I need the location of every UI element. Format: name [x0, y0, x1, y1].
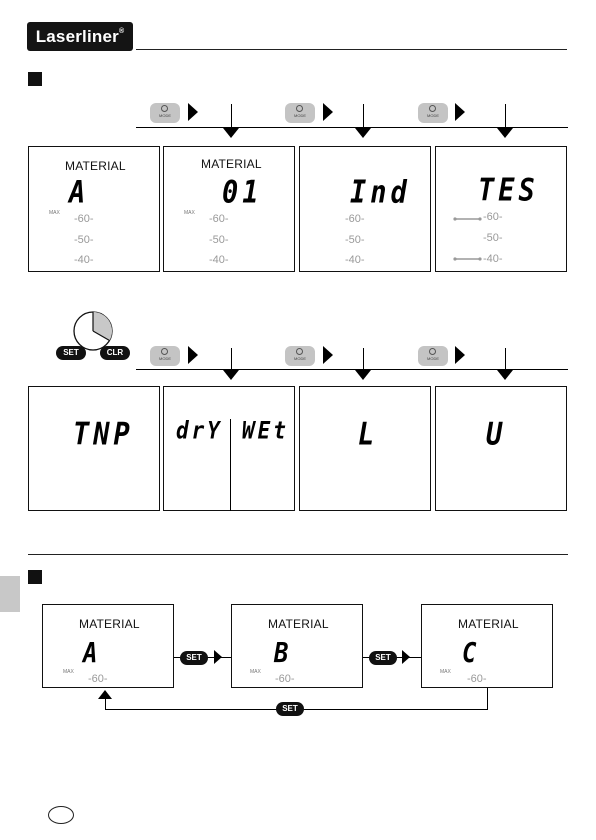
- section-rule: [28, 554, 568, 555]
- arrow-up-icon: [98, 690, 112, 699]
- mode-button-label: MODE: [294, 356, 306, 361]
- indicator-bar-icon: [452, 255, 484, 263]
- max-label: MAX: [184, 210, 195, 216]
- loop-line-right: [487, 688, 488, 709]
- power-icon: [161, 105, 168, 112]
- mode-button-label: MODE: [159, 356, 171, 361]
- clr-button[interactable]: CLR: [100, 346, 130, 360]
- scale-tick: -50-: [74, 234, 94, 246]
- panel-divider: [230, 419, 231, 511]
- set-button[interactable]: SET: [56, 346, 86, 360]
- logo-mark: ®: [118, 28, 125, 35]
- mode-button-label: MODE: [294, 113, 306, 118]
- lcd-readout: A: [69, 174, 90, 211]
- material-label: MATERIAL: [79, 617, 140, 631]
- arrow-right-icon: [455, 103, 465, 121]
- arrow-right-icon: [188, 346, 198, 364]
- display-panel-dry-wet: [163, 386, 295, 511]
- arrow-right-icon: [402, 650, 410, 664]
- scale-tick: -60-: [88, 673, 108, 685]
- display-panel-l: [299, 386, 431, 511]
- scale-tick: -40-: [74, 254, 94, 266]
- flow-drop-line: [363, 104, 364, 128]
- arrow-down-icon: [497, 128, 513, 138]
- mode-button[interactable]: [285, 346, 315, 366]
- display-panel-material-a: [28, 146, 160, 272]
- max-label: MAX: [63, 669, 74, 675]
- section-marker-2: [28, 570, 42, 584]
- display-panel-u: [435, 386, 567, 511]
- scale-tick: -40-: [209, 254, 229, 266]
- arrow-right-icon: [323, 103, 333, 121]
- lcd-readout: B: [274, 636, 293, 669]
- lcd-readout-wet: WEt: [242, 416, 289, 445]
- scale-tick: -60-: [467, 673, 487, 685]
- scale-tick: -60-: [74, 213, 94, 225]
- material-label: MATERIAL: [201, 157, 262, 171]
- max-label: MAX: [49, 210, 60, 216]
- mode-button[interactable]: [285, 103, 315, 123]
- scale-tick: -60-: [275, 673, 295, 685]
- section-marker-1: [28, 72, 42, 86]
- display-panel-tes: [435, 146, 567, 272]
- display-panel-material-c-small: [421, 604, 553, 688]
- side-tab: [0, 576, 20, 612]
- display-panel-ind: [299, 146, 431, 272]
- lcd-readout: A: [83, 636, 102, 669]
- flow-drop-line: [505, 348, 506, 370]
- set-button[interactable]: SET: [369, 651, 397, 665]
- indicator-bar-icon: [452, 215, 484, 223]
- material-label: MATERIAL: [268, 617, 329, 631]
- arrow-right-icon: [188, 103, 198, 121]
- display-panel-material-b-small: [231, 604, 363, 688]
- display-panel-tnp: [28, 386, 160, 511]
- scale-tick: -50-: [209, 234, 229, 246]
- logo-text: Laserliner: [35, 27, 119, 46]
- scale-tick: -60-: [483, 211, 503, 223]
- power-icon: [296, 348, 303, 355]
- flow-drop-line: [505, 104, 506, 128]
- mode-button[interactable]: [418, 346, 448, 366]
- arrow-right-icon: [455, 346, 465, 364]
- lcd-readout-dry: drY: [176, 416, 223, 445]
- display-panel-material-01: [163, 146, 295, 272]
- mode-button-label: MODE: [427, 356, 439, 361]
- arrow-down-icon: [223, 128, 239, 138]
- arrow-down-icon: [497, 370, 513, 380]
- display-panel-material-a-small: [42, 604, 174, 688]
- arrow-down-icon: [355, 128, 371, 138]
- power-icon: [429, 348, 436, 355]
- mode-button[interactable]: [150, 103, 180, 123]
- max-label: MAX: [440, 669, 451, 675]
- arrow-down-icon: [223, 370, 239, 380]
- scale-tick: -40-: [345, 254, 365, 266]
- material-label: MATERIAL: [458, 617, 519, 631]
- arrow-right-icon: [323, 346, 333, 364]
- scale-tick: -60-: [209, 213, 229, 225]
- arrow-right-icon: [214, 650, 222, 664]
- max-label: MAX: [250, 669, 261, 675]
- scale-tick: -40-: [483, 253, 503, 265]
- flow-drop-line: [231, 348, 232, 370]
- scale-tick: -50-: [483, 232, 503, 244]
- set-button[interactable]: SET: [276, 702, 304, 716]
- lcd-readout: TES: [478, 172, 539, 209]
- set-button[interactable]: SET: [180, 651, 208, 665]
- laserliner-logo: [27, 22, 133, 51]
- lcd-readout: U: [486, 416, 507, 453]
- power-icon: [296, 105, 303, 112]
- scale-tick: -50-: [345, 234, 365, 246]
- power-icon: [161, 348, 168, 355]
- arrow-down-icon: [355, 370, 371, 380]
- lcd-readout: C: [462, 636, 481, 669]
- scale-tick: -60-: [345, 213, 365, 225]
- loop-line-left: [105, 698, 106, 710]
- header-rule: [136, 49, 567, 50]
- lcd-readout: Ind: [350, 174, 411, 211]
- power-icon: [429, 105, 436, 112]
- mode-button[interactable]: [150, 346, 180, 366]
- flow-drop-line: [231, 104, 232, 128]
- lcd-readout: TNP: [73, 416, 134, 453]
- lcd-readout: L: [358, 416, 379, 453]
- language-badge: [48, 806, 74, 824]
- mode-button-label: MODE: [159, 113, 171, 118]
- mode-button[interactable]: [418, 103, 448, 123]
- material-label: MATERIAL: [65, 159, 126, 173]
- flow-drop-line: [363, 348, 364, 370]
- mode-button-label: MODE: [427, 113, 439, 118]
- lcd-readout: 01: [222, 174, 263, 211]
